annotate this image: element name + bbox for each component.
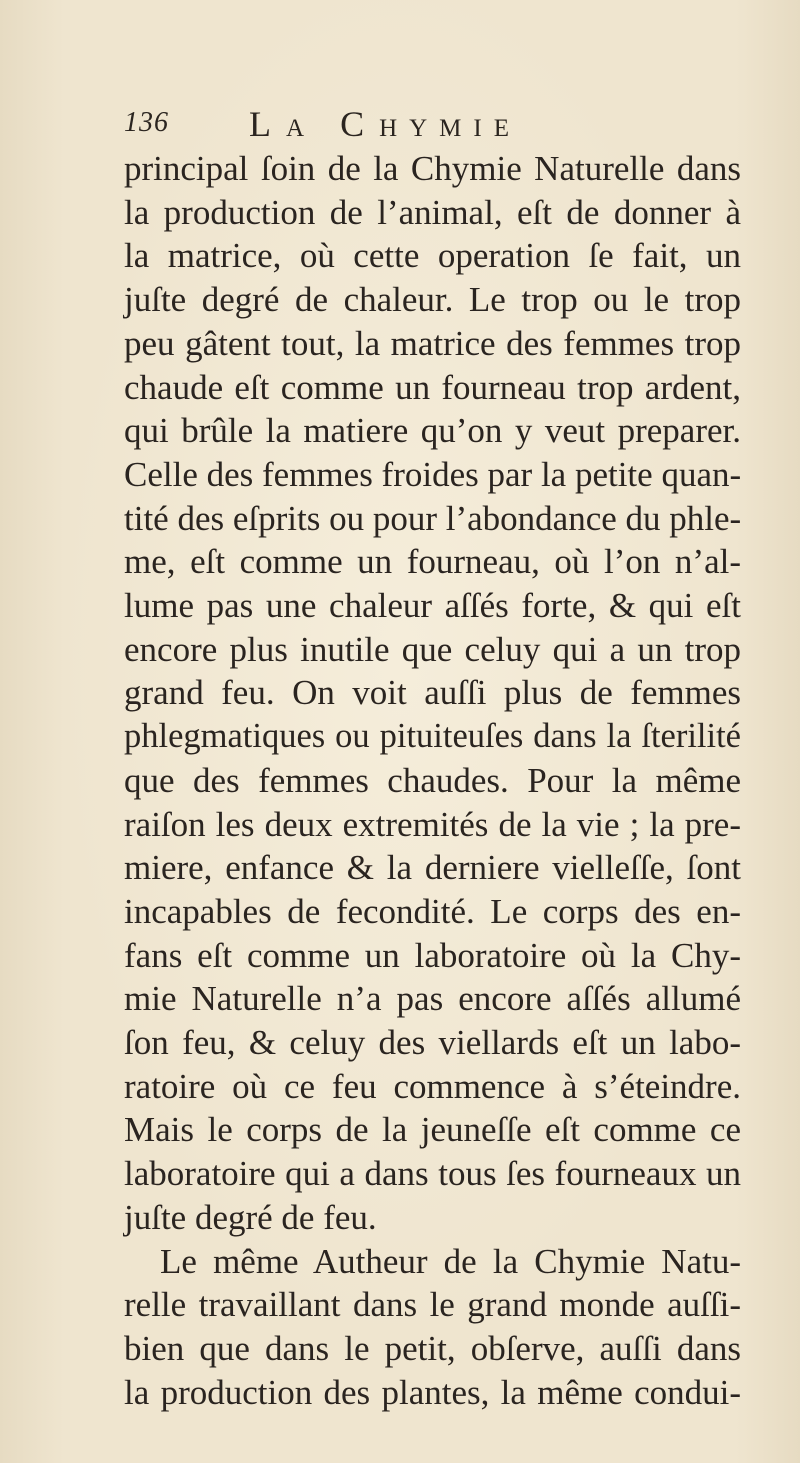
text-line: chaude eſt comme un fourneau trop ardent, (124, 367, 741, 407)
text-line: miere, enfance & la derniere vielleſſe, ſont (124, 848, 741, 888)
running-title-word-rest: HYMIE (379, 115, 522, 142)
running-title (249, 103, 521, 145)
text-line: la production des plantes, la même condui- (124, 1372, 741, 1412)
running-title-word-initial: C (340, 104, 380, 144)
text-line: raiſon les deux extremités de la vie ; la pre- (124, 804, 741, 844)
text-line: peu gâtent tout, la matrice des femmes trop (124, 323, 741, 363)
text-line: laboratoire qui a dans tous ſes fourneaux un (124, 1154, 741, 1194)
text-line: Celle des femmes froides par la petite quan- (124, 454, 742, 494)
text-line: me, eſt comme un fourneau, où l’on n’al- (124, 542, 741, 582)
text-line: fans eſt comme un laboratoire où la Chy- (124, 935, 741, 975)
page-number: 136 (124, 107, 169, 138)
text-line: principal ſoin de la Chymie Naturelle dans (124, 149, 741, 188)
text-line: mie Naturelle n’a pas encore aſſés allumé (124, 979, 741, 1019)
text-line: lume pas une chaleur aſſés forte, & qui eſt (124, 586, 741, 625)
text-line: incapables de fecondité. Le corps des en- (124, 891, 741, 931)
text-line: juſte degré de feu. (124, 1197, 377, 1237)
text-line: qui brûle la matiere qu’on y veut preparer. (124, 411, 741, 451)
running-title-article-rest: A (286, 115, 317, 142)
text-line: la matrice, où cette operation ſe fait, un (124, 236, 741, 276)
text-line: la production de l’animal, eſt de donner à (124, 192, 741, 232)
text-line: Le même Autheur de la Chymie Natu- (160, 1241, 741, 1281)
text-line: phlegmatiques ou pituiteuſes dans la ſterilité (124, 717, 741, 756)
text-line: que des femmes chaudes. Pour la même (124, 760, 741, 800)
text-line: encore plus inutile que celuy qui a un trop (124, 629, 741, 669)
text-line: tité des eſprits ou pour l’abondance du phle- (124, 498, 742, 538)
text-line: ſon feu, & celuy des viellards eſt un labo- (124, 1023, 741, 1062)
running-title-initial: L (249, 104, 286, 144)
text-line: bien que dans le petit, obſerve, auſſi dans (124, 1328, 741, 1368)
text-line: juſte degré de chaleur. Le trop ou le trop (124, 280, 741, 320)
text-line: grand feu. On voit auſſi plus de femmes (124, 673, 741, 713)
page-header (124, 103, 644, 143)
text-line: relle travaillant dans le grand monde auſſi- (124, 1285, 741, 1325)
text-line: ratoire où ce feu commence à s’éteindre. (124, 1066, 741, 1106)
text-line: Mais le corps de la jeuneſſe eſt comme ce (124, 1110, 741, 1150)
